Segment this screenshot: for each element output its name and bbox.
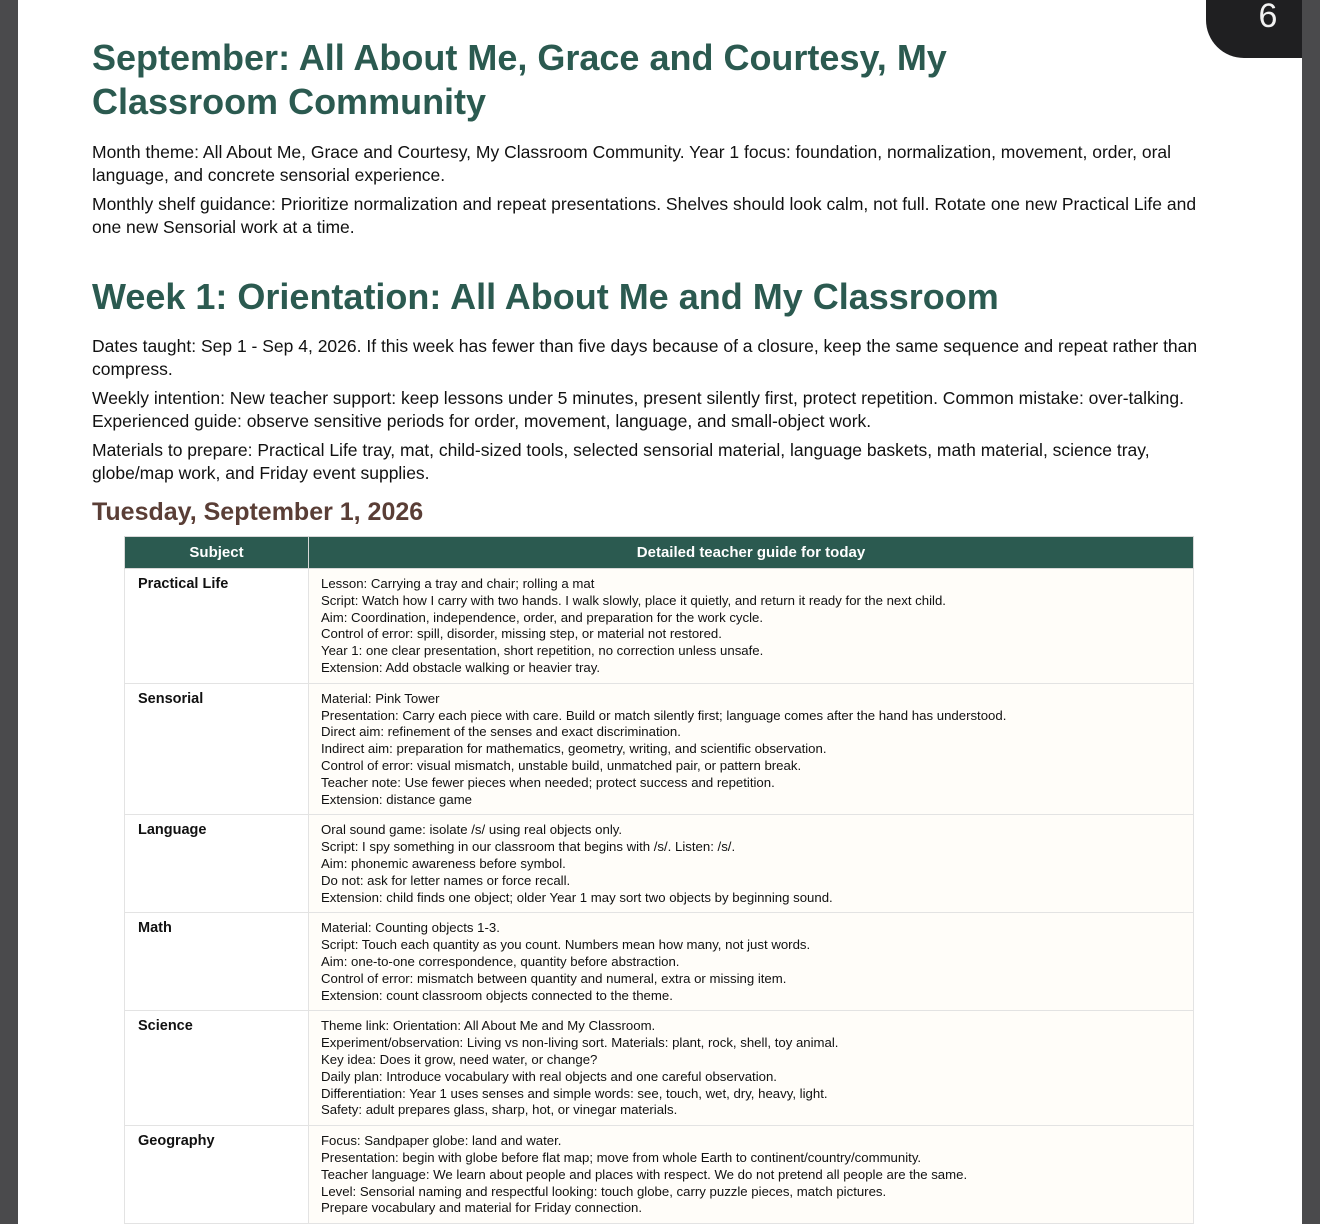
page-content — [92, 36, 1222, 527]
detail-line: Year 1: one clear presentation, short repetition, no correction unless unsafe. — [321, 643, 764, 659]
month-theme: Month theme: All About Me, Grace and Courtesy, My Classroom Community. Year 1 focus: foundation, normalization, movement, order, oral language, and concrete sensorial experience. — [92, 142, 1172, 185]
detail-line: Presentation: begin with globe before flat map; move from whole Earth to continent/country/community. — [321, 1149, 922, 1165]
detail-line: Extension: count classroom objects connected to the theme. — [321, 987, 673, 1003]
detail-line: Material: Pink Tower — [321, 690, 440, 706]
detail-line: Direct aim: refinement of the senses and exact discrimination. — [321, 724, 681, 740]
detail-line: Control of error: visual mismatch, unstable build, unmatched pair, or pattern break. — [321, 757, 802, 773]
detail-line: Lesson: Carrying a tray and chair; rolling a mat — [321, 576, 595, 591]
shelf-guidance: Monthly shelf guidance: Prioritize normalization and repeat presentations. Shelves should look calm, not full. Rotate one new Practical Life and one new Sensorial work at a time. — [92, 194, 1197, 237]
detail-line: Theme link: Orientation: All About Me and My Classroom. — [321, 1018, 656, 1034]
detail-cell — [309, 1126, 1194, 1224]
detail-cell — [309, 913, 1194, 1011]
detail-line: Level: Sensorial naming and respectful looking: touch globe, carry puzzle pieces, match pictures. — [321, 1183, 887, 1199]
document-page — [18, 0, 1302, 1224]
subject-cell: Practical Life — [125, 569, 309, 684]
detail-line: Script: I spy something in our classroom that begins with /s/. Listen: /s/. — [321, 839, 736, 855]
detail-line: Aim: one-to-one correspondence, quantity before abstraction. — [321, 953, 680, 969]
subject-cell: Language — [125, 815, 309, 913]
table-row — [125, 1126, 1194, 1224]
detail-line: Control of error: spill, disorder, missing step, or material not restored. — [321, 626, 722, 642]
detail-line: Script: Touch each quantity as you count. Numbers mean how many, not just words. — [321, 937, 811, 953]
table-body — [125, 569, 1194, 1224]
detail-line: Teacher note: Use fewer pieces when needed; protect success and repetition. — [321, 774, 775, 790]
table-row — [125, 815, 1194, 913]
detail-line: Prepare vocabulary and material for Friday connection. — [321, 1200, 643, 1216]
teacher-guide-table — [124, 536, 1194, 1224]
detail-line: Safety: adult prepares glass, sharp, hot, or vinegar materials. — [321, 1102, 678, 1118]
header-subject: Subject — [125, 537, 309, 569]
detail-line: Key idea: Does it grow, need water, or change? — [321, 1051, 598, 1067]
detail-line: Differentiation: Year 1 uses senses and simple words: see, touch, wet, dry, heavy, light. — [321, 1085, 828, 1101]
detail-cell — [309, 569, 1194, 684]
subject-cell: Geography — [125, 1126, 309, 1224]
weekly-intention: Weekly intention: New teacher support: keep lessons under 5 minutes, present silently first, protect repetition. Common mistake: over-talking. Experienced guide: observe sensitive periods for order, movement, language, and small-object work. — [92, 388, 1184, 431]
detail-line: Indirect aim: preparation for mathematics, geometry, writing, and scientific observation. — [321, 741, 827, 757]
day-title: Tuesday, September 1, 2026 — [92, 498, 424, 526]
subject-cell: Science — [125, 1011, 309, 1126]
table-row — [125, 683, 1194, 815]
detail-line: Extension: distance game — [321, 791, 473, 807]
detail-line: Extension: child finds one object; older Year 1 may sort two objects by beginning sound. — [321, 889, 833, 905]
page-number: 6 — [1258, 0, 1278, 35]
dates-taught: Dates taught: Sep 1 - Sep 4, 2026. If this week has fewer than five days because of a closure, keep the same sequence and repeat rather than compress. — [92, 336, 1198, 379]
table-row — [125, 913, 1194, 1011]
detail-line: Material: Counting objects 1-3. — [321, 920, 500, 936]
detail-cell — [309, 683, 1194, 815]
page-number-tab — [1206, 0, 1302, 58]
detail-cell — [309, 1011, 1194, 1126]
week-title: Week 1: Orientation: All About Me and My Classroom — [92, 276, 999, 317]
table-header-row — [125, 537, 1194, 569]
detail-line: Script: Watch how I carry with two hands. I walk slowly, place it quietly, and return it ready for the next child. — [321, 592, 946, 608]
subject-cell: Math — [125, 913, 309, 1011]
detail-line: Experiment/observation: Living vs non-living sort. Materials: plant, rock, shell, toy animal. — [321, 1035, 839, 1051]
detail-line: Teacher language: We learn about people and places with respect. We do not pretend all people are the same. — [321, 1166, 968, 1182]
materials-to-prepare: Materials to prepare: Practical Life tray, mat, child-sized tools, selected sensorial material, language baskets, math material, science tray, globe/map work, and Friday event supplies. — [92, 440, 1150, 483]
detail-line: Aim: Coordination, independence, order, and preparation for the work cycle. — [321, 609, 764, 625]
table-row — [125, 1011, 1194, 1126]
subject-cell: Sensorial — [125, 683, 309, 815]
detail-cell — [309, 815, 1194, 913]
month-title: September: All About Me, Grace and Courtesy, My Classroom Community — [92, 37, 947, 122]
detail-line: Daily plan: Introduce vocabulary with real objects and one careful observation. — [321, 1068, 777, 1084]
detail-line: Extension: Add obstacle walking or heavier tray. — [321, 659, 601, 675]
detail-line: Control of error: mismatch between quantity and numeral, extra or missing item. — [321, 970, 787, 986]
table-row — [125, 569, 1194, 684]
detail-line: Focus: Sandpaper globe: land and water. — [321, 1133, 562, 1149]
detail-line: Aim: phonemic awareness before symbol. — [321, 855, 566, 871]
detail-line: Presentation: Carry each piece with care. Build or match silently first; language comes after the hand has understood. — [321, 707, 1007, 723]
header-detail: Detailed teacher guide for today — [309, 537, 1194, 569]
detail-line: Oral sound game: isolate /s/ using real objects only. — [321, 822, 623, 838]
detail-line: Do not: ask for letter names or force recall. — [321, 872, 571, 888]
